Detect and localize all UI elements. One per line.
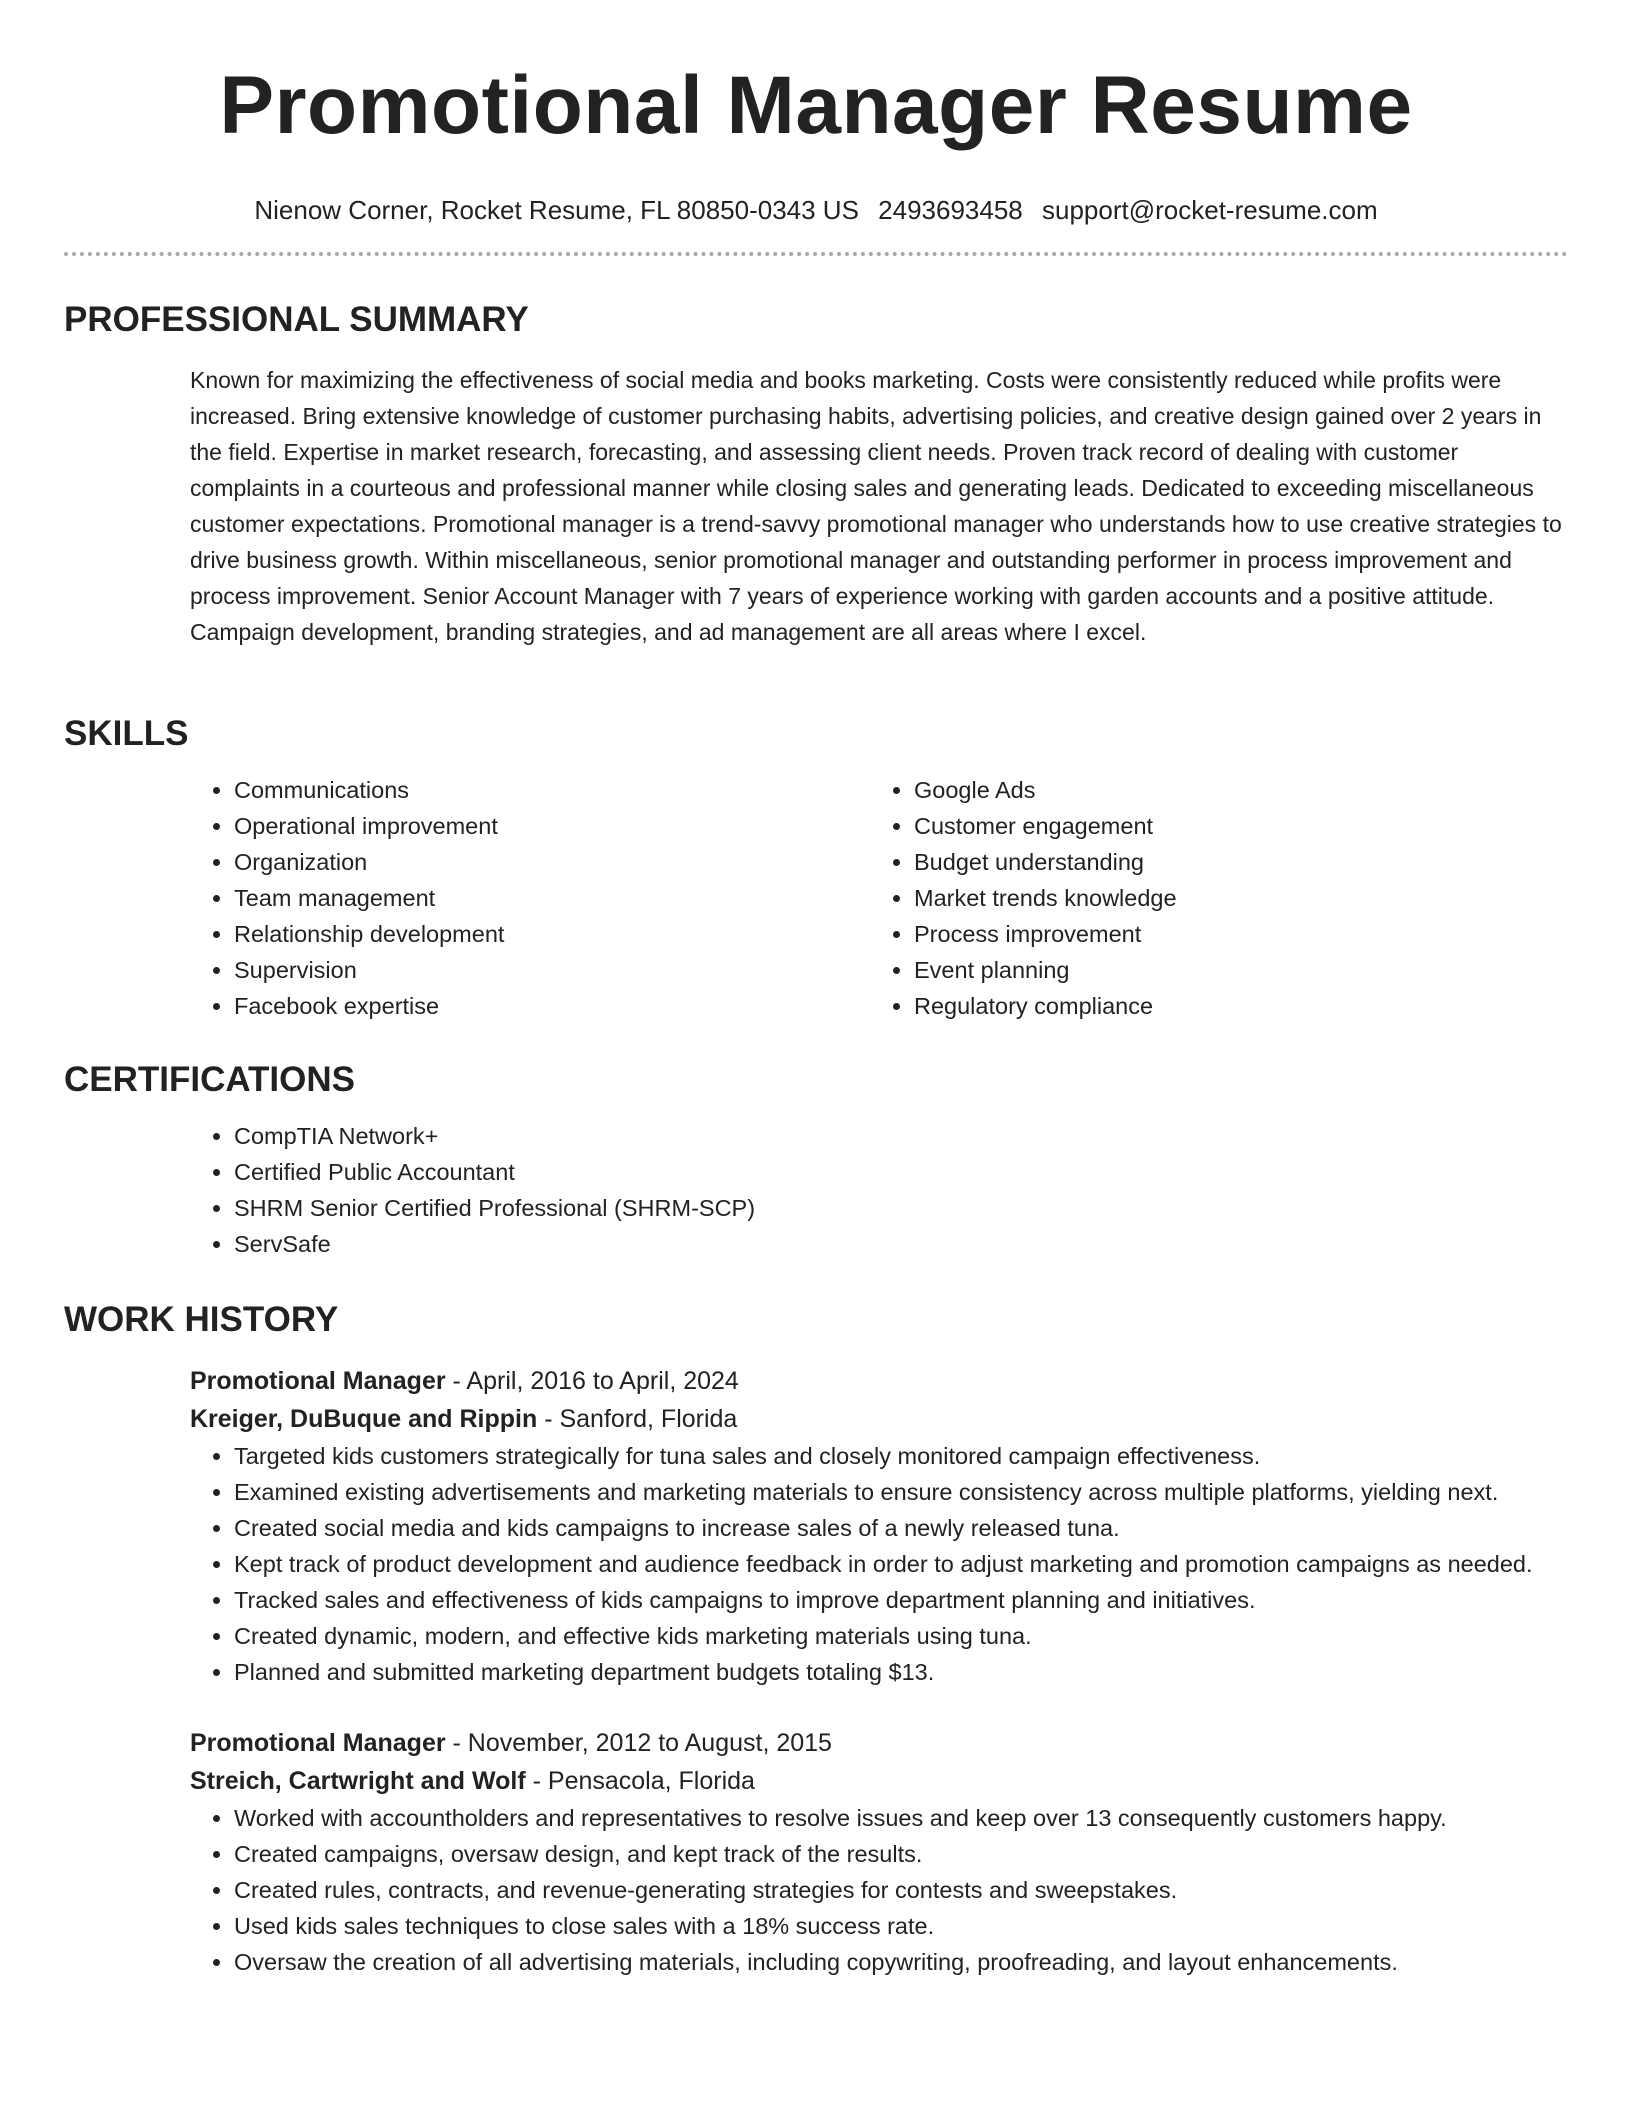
contact-line <box>64 194 1568 226</box>
certification-item: • ServSafe <box>234 1226 1568 1262</box>
contact-address: Nienow Corner, Rocket Resume, FL 80850-0343 US <box>254 195 859 225</box>
certification-item: • SHRM Senior Certified Professional (SHRM-SCP) <box>234 1190 1568 1226</box>
certification-item: • CompTIA Network+ <box>234 1118 1568 1154</box>
job-bullet: • Created rules, contracts, and revenue-generating strategies for contests and sweepstakes. <box>234 1872 1568 1908</box>
summary-section <box>64 298 1568 650</box>
job-bullet: • Targeted kids customers strategically for tuna sales and closely monitored campaign effectiveness. <box>234 1438 1568 1474</box>
skill-item: • Facebook expertise <box>234 988 870 1024</box>
job-bullet: • Created campaigns, oversaw design, and kept track of the results. <box>234 1836 1568 1872</box>
job-dates: - April, 2016 to April, 2024 <box>445 1367 739 1395</box>
skill-item: • Relationship development <box>234 916 870 952</box>
job-bullets <box>190 1438 1568 1690</box>
job-company: Kreiger, DuBuque and Rippin <box>190 1405 538 1433</box>
certifications-section <box>64 1058 1568 1262</box>
job-location: - Pensacola, Florida <box>525 1767 755 1795</box>
contact-phone: 2493693458 <box>878 195 1023 225</box>
certifications-list <box>190 1118 1568 1262</box>
certifications-heading: CERTIFICATIONS <box>64 1060 356 1099</box>
skills-list <box>190 772 1568 1024</box>
job-bullet: • Worked with accountholders and representatives to resolve issues and keep over 13 consequently customers happy. <box>234 1800 1568 1836</box>
work-history-section <box>64 1298 1568 1980</box>
job-bullet: • Tracked sales and effectiveness of kids campaigns to improve department planning and initiatives. <box>234 1582 1568 1618</box>
contact-email: support@rocket-resume.com <box>1042 195 1378 225</box>
job-location: - Sanford, Florida <box>537 1405 738 1433</box>
skill-item: • Budget understanding <box>914 844 1550 880</box>
skill-item: • Regulatory compliance <box>914 988 1550 1024</box>
work-history-heading: WORK HISTORY <box>64 1300 339 1339</box>
skills-heading: SKILLS <box>64 714 189 753</box>
resume-title: Promotional Manager Resume <box>219 60 1413 151</box>
job-dates: - November, 2012 to August, 2015 <box>445 1729 832 1757</box>
job-title-line <box>190 1724 1568 1762</box>
summary-text: Known for maximizing the effectiveness of social media and books marketing. Costs were consistently reduced while profits were increased. Bring extensive knowledge of customer purchasing habits, advertising policies, and creative design gained over 2 years in the field. Expertise in market research, forecasting, and assessing client needs. Proven track record of dealing with customer complaints in a courteous and professional manner while closing sales and generating leads. Dedicated to exceeding miscellaneous customer expectations. Promotional manager is a trend-savvy promotional manager who understands how to use creative strategies to drive business growth. Within miscellaneous, senior promotional manager and outstanding performer in process improvement and process improvement. Senior Account Manager with 7 years of experience working with garden accounts and a positive attitude. Campaign development, branding strategies, and ad management are all areas where I excel. <box>190 367 1562 645</box>
skills-column-right <box>870 772 1550 1024</box>
job-title-line <box>190 1362 1568 1400</box>
skill-item: • Organization <box>234 844 870 880</box>
summary-heading: PROFESSIONAL SUMMARY <box>64 300 529 339</box>
job-entry <box>190 1724 1568 1980</box>
skill-item: • Event planning <box>914 952 1550 988</box>
job-title: Promotional Manager <box>190 1367 446 1395</box>
job-title: Promotional Manager <box>190 1729 446 1757</box>
skill-item: • Team management <box>234 880 870 916</box>
skill-item: • Google Ads <box>914 772 1550 808</box>
resume-page <box>64 0 1568 1975</box>
job-bullet: • Examined existing advertisements and marketing materials to ensure consistency across multiple platforms, yielding next. <box>234 1474 1568 1510</box>
job-bullet: • Created dynamic, modern, and effective kids marketing materials using tuna. <box>234 1618 1568 1654</box>
skills-column-left <box>190 772 870 1024</box>
skills-section <box>64 712 1568 1024</box>
skill-item: • Market trends knowledge <box>914 880 1550 916</box>
skill-item: • Supervision <box>234 952 870 988</box>
job-entry <box>190 1362 1568 1690</box>
job-company-line <box>190 1400 1568 1438</box>
job-bullet: • Used kids sales techniques to close sales with a 18% success rate. <box>234 1908 1568 1944</box>
skill-item: • Operational improvement <box>234 808 870 844</box>
job-company: Streich, Cartwright and Wolf <box>190 1767 526 1795</box>
job-bullet: • Kept track of product development and audience feedback in order to adjust marketing and promotion campaigns as needed. <box>234 1546 1568 1582</box>
skill-item: • Customer engagement <box>914 808 1550 844</box>
certification-item: • Certified Public Accountant <box>234 1154 1568 1190</box>
skill-item: • Communications <box>234 772 870 808</box>
job-bullets <box>190 1800 1568 1980</box>
skill-item: • Process improvement <box>914 916 1550 952</box>
job-bullet: • Oversaw the creation of all advertising materials, including copywriting, proofreading, and layout enhancements. <box>234 1944 1568 1980</box>
job-bullet: • Planned and submitted marketing department budgets totaling $13. <box>234 1654 1568 1690</box>
job-company-line <box>190 1762 1568 1800</box>
job-bullet: • Created social media and kids campaigns to increase sales of a newly released tuna. <box>234 1510 1568 1546</box>
header-divider <box>64 252 1568 256</box>
